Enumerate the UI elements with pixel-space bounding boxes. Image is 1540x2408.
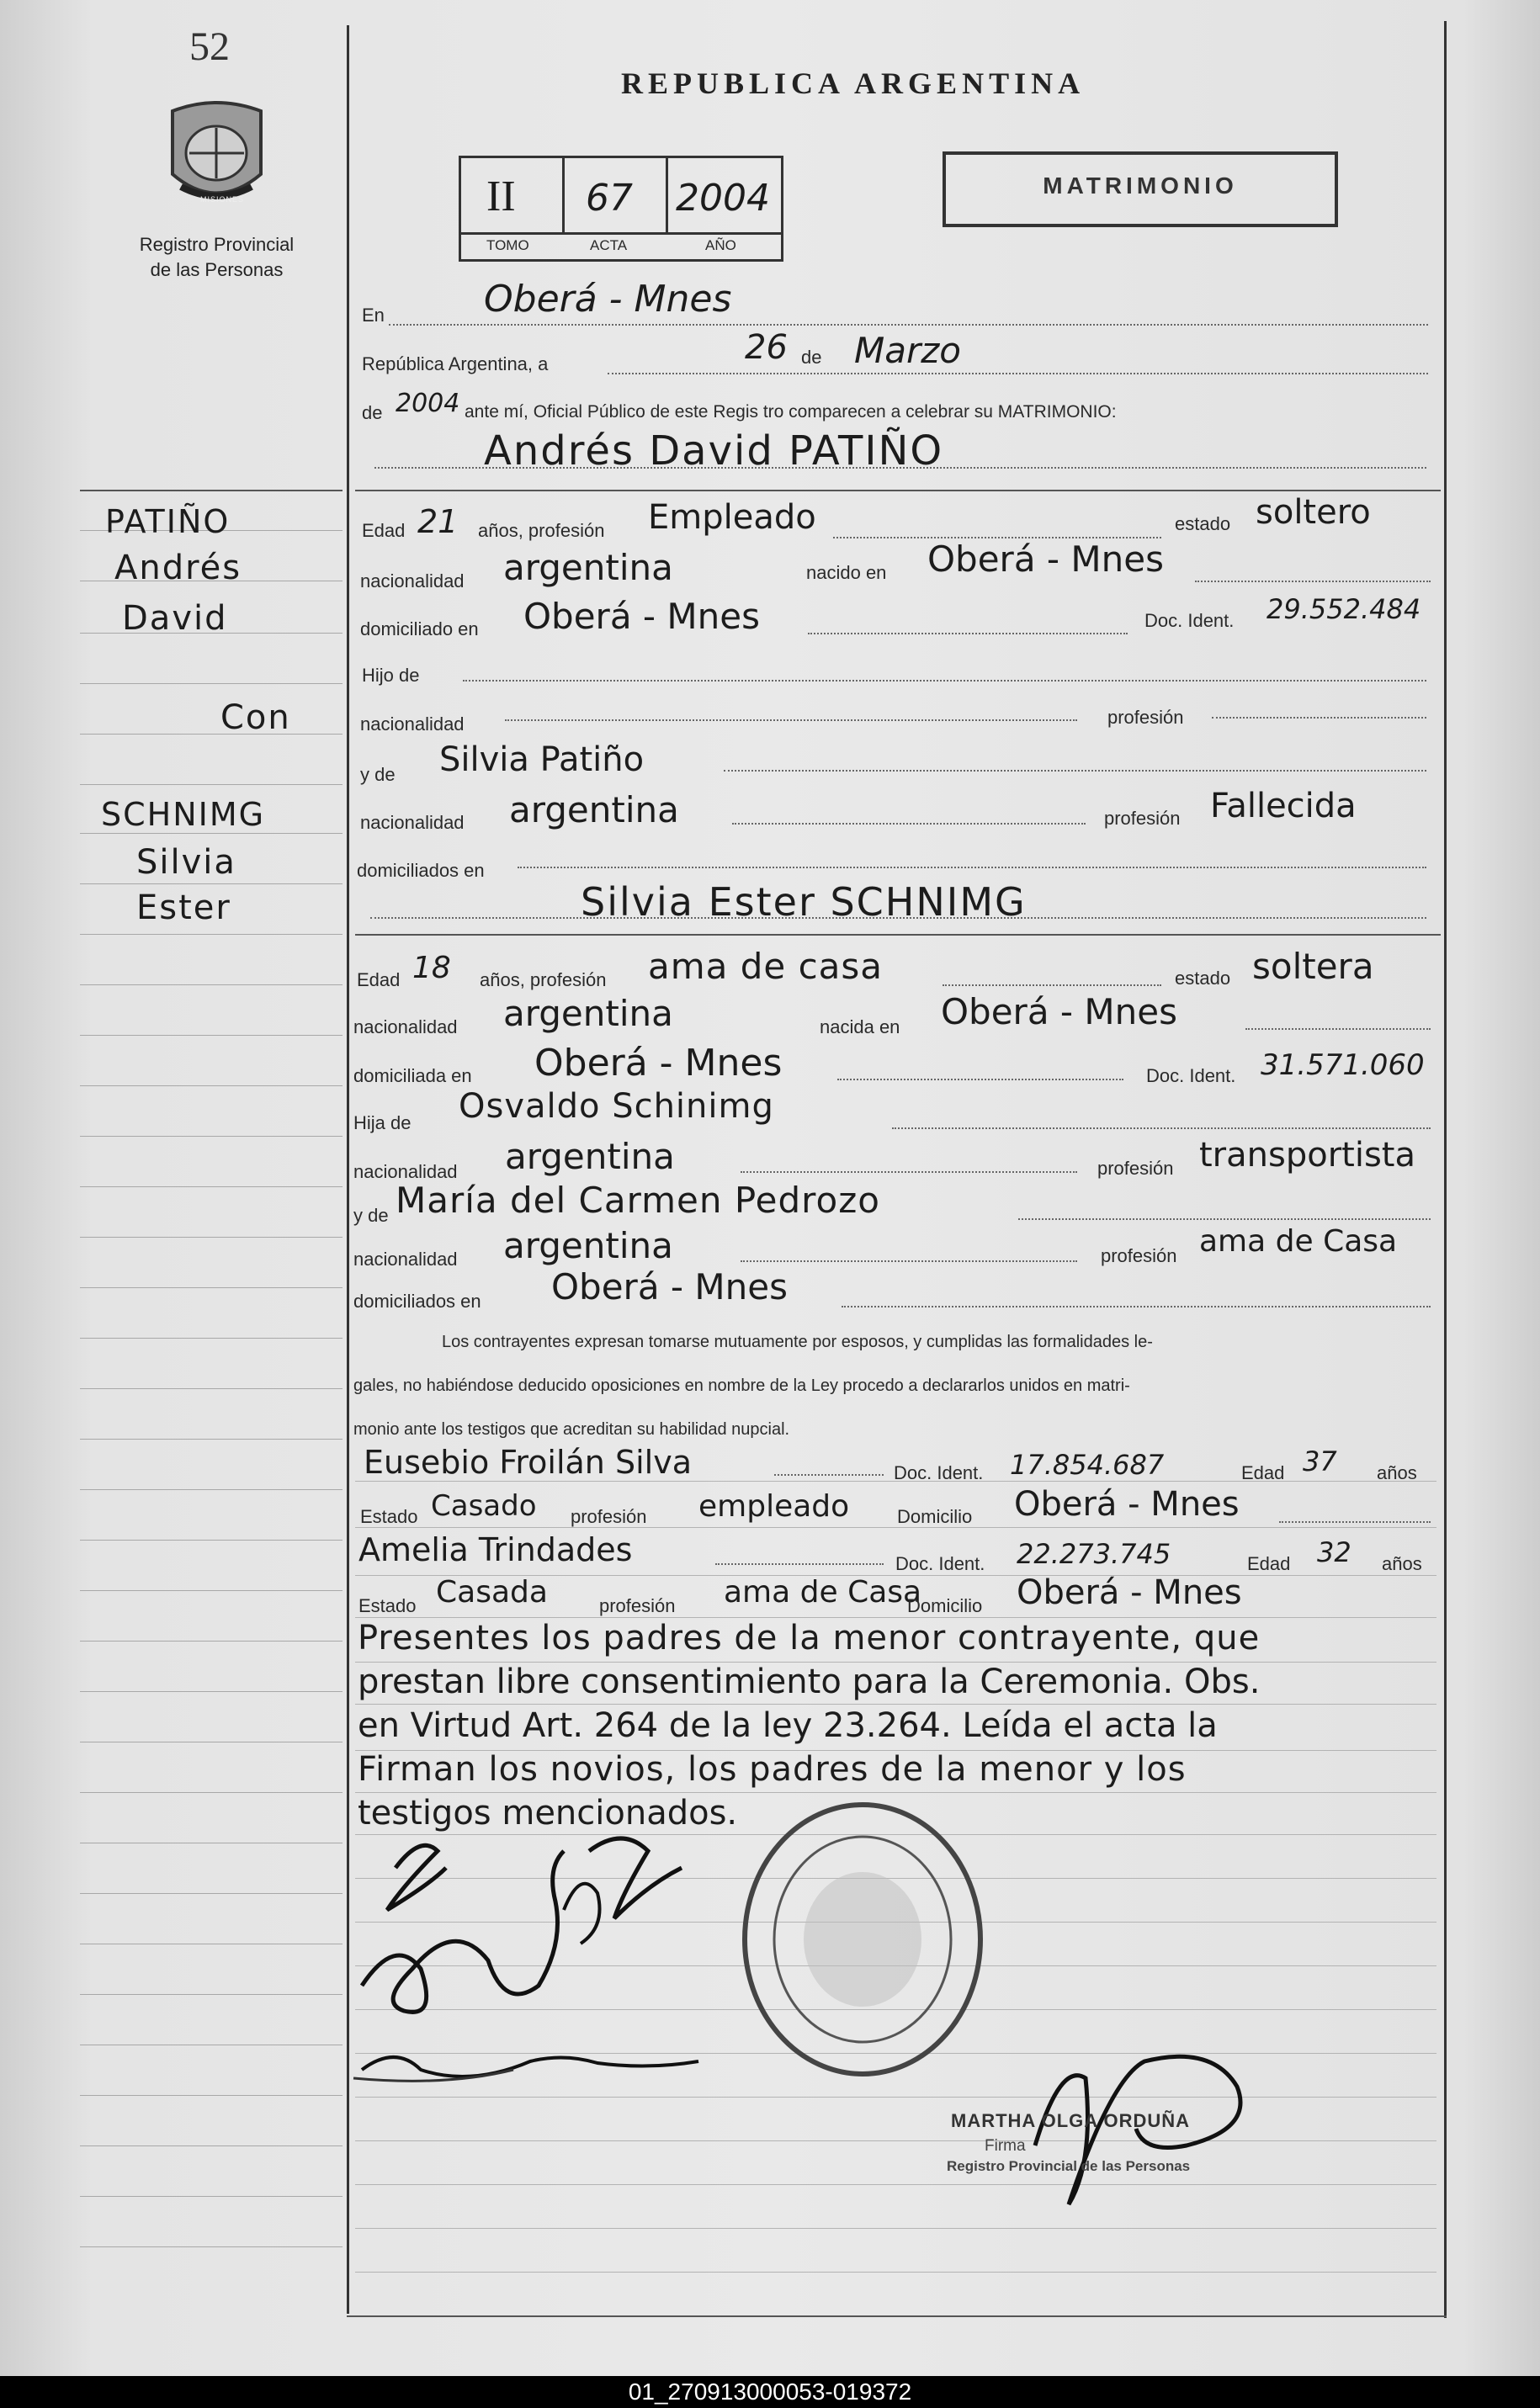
bride-padre-prof: transportista [1199, 1136, 1415, 1175]
declaration-line2: gales, no habiéndose deducido oposiciones en nombre de la Ley procedo a declararlos unidos en matri- [353, 1376, 1130, 1395]
witness1-anos-label: años [1377, 1462, 1417, 1483]
bottom-border [347, 2315, 1447, 2317]
groom-anos-label: años, profesión [478, 520, 605, 541]
witness2-profesion: ama de Casa [724, 1575, 922, 1610]
margin-bride-surname: SCHNIMG [101, 796, 266, 833]
bride-yde-label: y de [353, 1205, 389, 1226]
signature-bride [387, 1845, 446, 1910]
seal-text: MISIONES [200, 195, 245, 204]
bride-nacionalidad-label: nacionalidad [353, 1016, 458, 1037]
margin-groom-name1: Andrés [114, 549, 242, 587]
notes-line5: testigos mencionados. [358, 1794, 738, 1833]
intro-year: 2004 [396, 389, 460, 418]
witness2-doc-label: Doc. Ident. [895, 1553, 985, 1574]
groom-nacionalidad: argentina [503, 547, 673, 588]
bride-edad: 18 [412, 951, 451, 985]
tomo-acta-anio-box [459, 156, 783, 262]
notes-line1: Presentes los padres de la menor contrayente, que [358, 1619, 1261, 1657]
bride-domicilio-label: domiciliada en [353, 1065, 472, 1086]
country-title: REPUBLICA ARGENTINA [621, 66, 1086, 100]
witness2-edad-label: Edad [1247, 1553, 1291, 1574]
bride-padre: Osvaldo Schinimg [459, 1087, 774, 1126]
groom-padre-nac-label: nacionalidad [360, 713, 465, 735]
bride-madre: María del Carmen Pedrozo [396, 1180, 880, 1221]
declaration-line3: monio ante los testigos que acreditan su habilidad nupcial. [353, 1420, 790, 1439]
witness1-estado-label: Estado [360, 1506, 418, 1527]
groom-madre-prof: Fallecida [1210, 787, 1357, 825]
witness2-name: Amelia Trindades [358, 1531, 633, 1568]
acta-value: 67 [586, 177, 633, 220]
right-vertical-border [1444, 21, 1447, 2318]
groom-madre-prof-label: profesión [1104, 808, 1181, 829]
groom-edad: 21 [417, 503, 459, 540]
witness1-domicilio: Oberá - Mnes [1014, 1485, 1240, 1524]
declaration-line1: Los contrayentes expresan tomarse mutuamente por esposos, y cumplidas las formalidades le- [442, 1333, 1153, 1351]
anio-value: 2004 [676, 177, 770, 220]
groom-profesion: Empleado [648, 498, 816, 537]
margin-bride-name1: Silvia [136, 843, 236, 882]
bride-nacida: Oberá - Mnes [941, 991, 1177, 1032]
bride-madre-nac-label: nacionalidad [353, 1249, 458, 1270]
signature-parent [564, 1884, 600, 1944]
witness2-edad: 32 [1317, 1536, 1351, 1568]
groom-nacionalidad-label: nacionalidad [360, 570, 465, 591]
witness2-anos-label: años [1382, 1553, 1422, 1574]
bride-padre-nac: argentina [505, 1136, 675, 1177]
official-stamp-office: Registro Provincial de las Personas [947, 2158, 1191, 2174]
en-label: En [362, 305, 385, 326]
groom-madre: Silvia Patiño [439, 740, 645, 779]
groom-domiciliados-label: domiciliados en [357, 860, 485, 881]
margin-groom-name2: David [122, 599, 228, 638]
matrimonio-title: MATRIMONIO [1043, 172, 1238, 199]
official-stamp-title: Firma [985, 2137, 1026, 2155]
groom-nacido-label: nacido en [806, 562, 887, 583]
witness1-doc-label: Doc. Ident. [894, 1462, 984, 1483]
signature-groom [362, 1851, 564, 2012]
signature-witness2 [362, 2057, 698, 2077]
witness2-estado-label: Estado [358, 1595, 417, 1616]
witness1-doc: 17.854.687 [1010, 1449, 1165, 1481]
footer-file-id: 01_270913000053-019372 [0, 2376, 1540, 2408]
groom-domicilio-label: domiciliado en [360, 618, 479, 639]
intro-de2-label: de [362, 402, 383, 423]
bride-profesion: ama de casa [648, 946, 884, 987]
groom-madre-nac-label: nacionalidad [360, 812, 465, 833]
groom-nacido: Oberá - Mnes [927, 538, 1164, 580]
groom-hijo-label: Hijo de [362, 665, 420, 686]
acta-label: ACTA [590, 237, 628, 253]
margin-con: Con [220, 698, 291, 737]
witness2-doc: 22.273.745 [1017, 1538, 1171, 1570]
witness1-prof-label: profesión [571, 1506, 647, 1527]
witness1-edad: 37 [1303, 1445, 1337, 1477]
anio-label: AÑO [705, 237, 736, 253]
intro-text: ante mí, Oficial Público de este Regis tro comparecen a celebrar su MATRIMONIO: [465, 402, 1117, 422]
groom-domicilio: Oberá - Mnes [523, 596, 760, 637]
groom-name: Andrés David PATIÑO [484, 427, 944, 475]
groom-padre-prof-label: profesión [1107, 707, 1184, 728]
margin-bride-name2: Ester [136, 888, 231, 927]
notes-line2: prestan libre consentimiento para la Ceremonia. Obs. [358, 1663, 1261, 1701]
bride-domiciliados: Oberá - Mnes [551, 1266, 788, 1307]
bride-padre-prof-label: profesión [1097, 1158, 1174, 1179]
bride-doc: 31.571.060 [1261, 1048, 1425, 1082]
intro-de-label: de [801, 347, 822, 368]
groom-edad-label: Edad [362, 520, 406, 541]
registry-line2: de las Personas [150, 259, 284, 280]
bride-madre-prof-label: profesión [1101, 1245, 1177, 1266]
registry-line1: Registro Provincial [139, 234, 295, 255]
bride-madre-prof: ama de Casa [1199, 1224, 1398, 1259]
witness2-dom-label: Domicilio [907, 1595, 983, 1616]
groom-doc: 29.552.484 [1267, 593, 1421, 625]
witness2-domicilio: Oberá - Mnes [1017, 1573, 1242, 1612]
witness2-prof-label: profesión [599, 1595, 676, 1616]
bride-estado: soltera [1252, 946, 1374, 987]
groom-doc-label: Doc. Ident. [1144, 610, 1235, 631]
groom-estado: soltero [1256, 493, 1371, 532]
notes-line3: en Virtud Art. 264 de la ley 23.264. Leída el acta la [358, 1706, 1218, 1745]
bride-nacida-label: nacida en [820, 1016, 900, 1037]
bride-padre-nac-label: nacionalidad [353, 1161, 458, 1182]
witness1-dom-label: Domicilio [897, 1506, 973, 1527]
bride-madre-nac: argentina [503, 1225, 673, 1266]
witness2-estado: Casada [436, 1575, 548, 1610]
witness1-profesion: empleado [698, 1489, 850, 1524]
bride-estado-label: estado [1175, 968, 1231, 989]
intro-place: Oberá - Mnes [484, 278, 732, 321]
bride-domicilio: Oberá - Mnes [534, 1042, 783, 1085]
republica-label: República Argentina, a [362, 353, 549, 374]
groom-yde-label: y de [360, 764, 396, 785]
witness1-edad-label: Edad [1241, 1462, 1285, 1483]
bride-domiciliados-label: domiciliados en [353, 1291, 481, 1312]
tomo-value: II [486, 172, 516, 220]
bride-doc-label: Doc. Ident. [1146, 1065, 1236, 1086]
bride-nacionalidad: argentina [503, 993, 673, 1034]
signature-witness1 [589, 1838, 682, 1918]
official-stamp-name: MARTHA OLGA ORDUÑA [951, 2110, 1191, 2131]
official-round-seal-icon [736, 1796, 989, 2082]
signatures-group [345, 1817, 783, 2103]
bride-anos-label: años, profesión [480, 969, 607, 990]
witness1-estado: Casado [431, 1489, 537, 1523]
tomo-label: TOMO [486, 237, 529, 253]
intro-month: Marzo [854, 330, 961, 371]
margin-groom-surname: PATIÑO [105, 503, 231, 540]
bride-hija-label: Hija de [353, 1112, 412, 1133]
groom-madre-nac: argentina [509, 789, 679, 830]
witness1-name: Eusebio Froilán Silva [364, 1444, 692, 1481]
bride-name: Silvia Ester SCHNIMG [581, 879, 1027, 925]
groom-estado-label: estado [1175, 513, 1231, 534]
bride-edad-label: Edad [357, 969, 401, 990]
notes-line4: Firman los novios, los padres de la menor y los [358, 1750, 1187, 1789]
page-number: 52 [189, 24, 230, 69]
intro-day: 26 [745, 328, 788, 367]
